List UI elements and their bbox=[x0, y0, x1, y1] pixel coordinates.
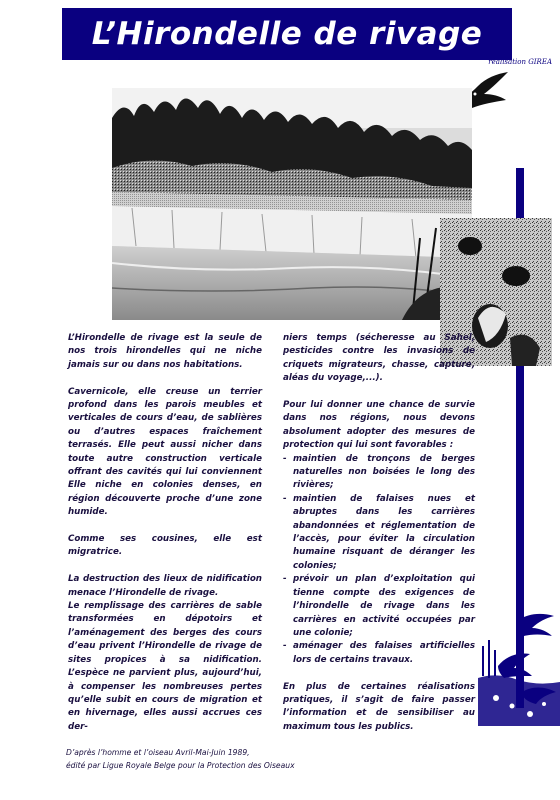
swallows-illustration-icon bbox=[478, 606, 560, 726]
riverbank-photo bbox=[112, 88, 472, 320]
closing-paragraph: En plus de certaines réalisations pratiques, il s’agit de faire passer l’information et de sensibiliser au maximum tous les publics. bbox=[283, 681, 475, 732]
list-item: - aménager des falaises artificielles lors de certains travaux. bbox=[283, 640, 475, 667]
list-item: - prévoir un plan d’exploitation qui tienne compte des exigences de l’hirondelle de rivage dans les carrières en activité occupées par une colonie; bbox=[283, 573, 475, 640]
list-item: - maintien de tronçons de berges naturelles non boisées le long des rivières; bbox=[283, 453, 475, 493]
threat-paragraph: La destruction des lieux de nidification menace l’Hirondelle de rivage. bbox=[68, 574, 262, 598]
habitat-paragraph: Cavernicole, elle creuse un terrier profond dans les parois meubles et verticales de cours d’eau, de sablières ou d’autres espaces fraîchement terrasés. Elle peut aussi nicher dans toute autre construction verticale offrant des cavités qui lui conviennent Elle niche en colonies denses, en région découverte proche d’une zone humide. bbox=[68, 386, 262, 518]
protection-lead: Pour lui donner une chance de survie dans nos régions, nous devons absolument adopter des mesures de protection qui lui sont favorables : bbox=[283, 400, 475, 451]
measures-list bbox=[283, 453, 475, 668]
causes-paragraph: Le remplissage des carrières de sable transformées en dépotoirs et l’aménagement des berges des cours d’eau privent l’Hirondelle de rivage de sites propices à sa nidification. L’espèce ne parvient plus, aujourd’hui, à compenser les nombreuses pertes qu’elle subit en cours de migration et en hivernage, elles aussi accrues ces der- bbox=[68, 601, 262, 732]
left-text-column bbox=[68, 332, 262, 734]
credit-label: réalisation GIREA bbox=[488, 58, 552, 66]
intro-paragraph: L’Hirondelle de rivage est la seule de nos trois hirondelles qui ne niche jamais sur ou dans nos habitations. bbox=[68, 333, 262, 370]
source-footer bbox=[66, 746, 366, 772]
list-item: - maintien de falaises nues et abruptes dans les carrières abandonnées et réglementation de l’accès, pour éviter la circulation humaine risquant de déranger les colonies; bbox=[283, 493, 475, 573]
title-bar bbox=[62, 8, 512, 60]
source-line-2: édité par Ligue Royale Belge pour la Protection des Oiseaux bbox=[66, 761, 295, 770]
migration-paragraph: Comme ses cousines, elle est migratrice. bbox=[68, 534, 262, 558]
continuation-paragraph: niers temps (sécheresse au Sahel, pesticides contre les invasions de criquets migrateurs, chasse, capture, aléas du voyage,...). bbox=[283, 333, 475, 384]
page-title: L’Hirondelle de rivage bbox=[91, 16, 483, 52]
source-line-1: D’après l’homme et l’oiseau Avril-Mai-Juin 1989, bbox=[66, 748, 250, 757]
right-text-column bbox=[283, 332, 475, 748]
